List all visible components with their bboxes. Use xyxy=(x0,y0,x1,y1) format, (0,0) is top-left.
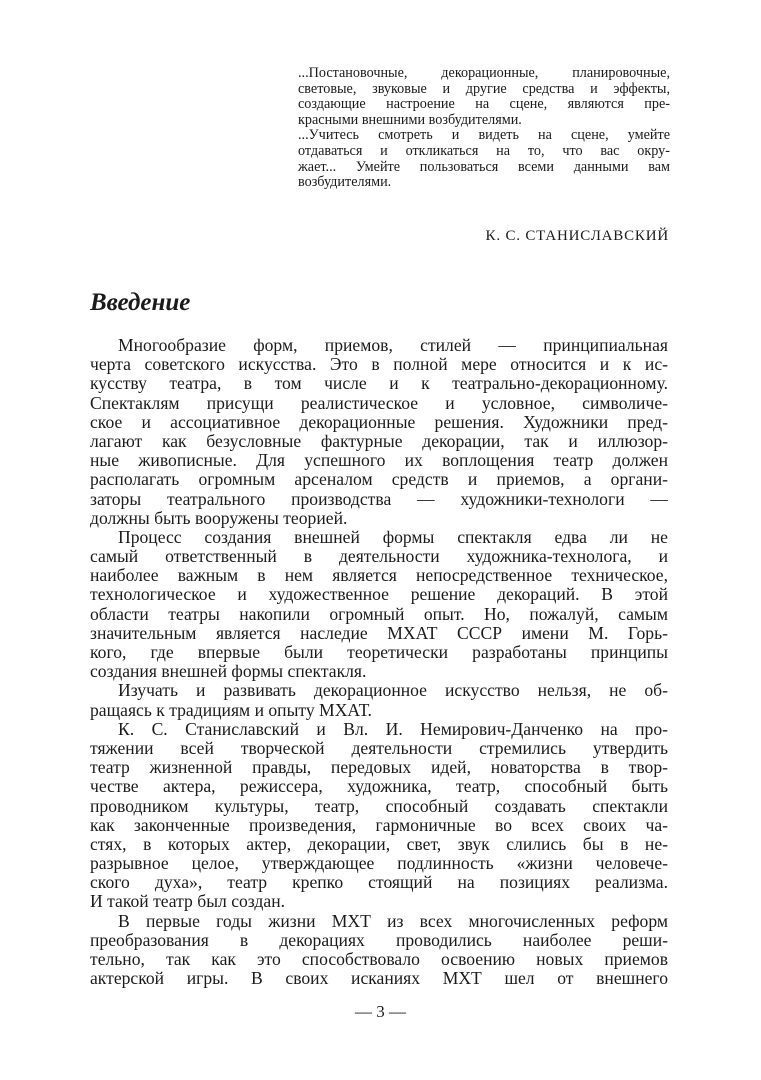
epigraph-line: отдаваться и откликаться на то, что вас окру- xyxy=(298,142,670,159)
text-line: актерской игры. В своих исканиях МХТ шел от внешнего xyxy=(90,968,668,989)
text-line: наиболее важным в нем является непосредственное техническое, xyxy=(90,565,668,586)
text-line: значительным является наследие МХАТ СССР имени М. Горь- xyxy=(90,622,668,643)
text-line: Спектаклям присущи реалистическое и условное, символиче- xyxy=(90,392,668,413)
epigraph-line: жает... Умейте пользоваться всеми данными вам xyxy=(298,158,670,175)
text-line: преобразования в декорациях проводились наиболее реши- xyxy=(90,929,668,950)
epigraph xyxy=(298,66,670,191)
text-line: области театры накопили огромный опыт. Но, пожалуй, самым xyxy=(90,603,668,624)
section-heading: Введение xyxy=(90,289,191,316)
text-line: располагать огромным арсеналом средств и приемов, а органи- xyxy=(90,469,668,490)
body-text xyxy=(90,336,668,988)
text-line: И такой театр был создан. xyxy=(90,891,286,912)
paragraph xyxy=(90,336,668,528)
text-line: ского духа», театр крепко стоящий на позициях реализма. xyxy=(90,872,668,893)
epigraph-line: красными внешними возбудителями. xyxy=(298,111,522,128)
text-line: технологическое и художественное решение декораций. В этой xyxy=(90,584,668,605)
page-number: — 3 — xyxy=(355,1002,406,1021)
text-line: проводником культуры, театр, способный создавать спектакли xyxy=(90,795,668,816)
text-line: тельно, так как это способствовало освоению новых приемов xyxy=(90,949,668,969)
paragraph xyxy=(90,912,668,989)
epigraph-author: К. С. СТАНИСЛАВСКИЙ xyxy=(485,228,669,244)
text-line: честве актера, режиссера, художника, театр, способный быть xyxy=(90,776,668,797)
text-line: создания внешней формы спектакля. xyxy=(90,661,367,682)
text-line: театр жизненной правды, передовых идей, новаторства в твор- xyxy=(90,757,668,778)
paragraph xyxy=(90,528,668,682)
epigraph-line: возбудителями. xyxy=(298,174,392,191)
text-line: черта советского искусства. Это в полной мере относится и к ис- xyxy=(90,354,668,375)
text-line: В первые годы жизни МХТ из всех многочисленных реформ xyxy=(118,910,668,931)
text-line: стях, в которых актер, декорации, свет, звук слились бы в не- xyxy=(90,833,668,854)
epigraph-line: создающие настроение на сцене, являются пре- xyxy=(298,96,670,113)
epigraph-line: ...Учитесь смотреть и видеть на сцене, умейте xyxy=(298,127,670,144)
paragraph xyxy=(90,720,668,912)
text-line: Изучать и развивать декорационное искусство нельзя, не об- xyxy=(118,680,668,701)
text-line: ское и ассоциативное декорационные решения. Художники пред- xyxy=(90,411,668,432)
text-line: лагают как безусловные фактурные декорации, так и иллюзор- xyxy=(90,430,668,451)
text-line: ные живописные. Для успешного их воплощения театр должен xyxy=(90,450,668,471)
text-line: кого, где впервые были теоретически разработаны принципы xyxy=(90,642,668,662)
text-line: самый ответственный в деятельности художника-технолога, и xyxy=(90,546,668,567)
text-line: заторы театрального производства — художники-технологи — xyxy=(90,488,668,509)
text-line: ращаясь к традициям и опыту МХАТ. xyxy=(90,699,372,720)
text-line: кусству театра, в том числе и к театрально-декорационному. xyxy=(90,373,668,394)
text-line: как законченные произведения, гармоничные во всех своих ча- xyxy=(90,814,668,835)
paragraph xyxy=(90,681,668,719)
text-line: тяжении всей творческой деятельности стремились утвердить xyxy=(90,737,668,758)
epigraph-line: ...Постановочные, декорационные, планировочные, xyxy=(298,65,670,81)
text-line: К. С. Станиславский и Вл. И. Немирович-Данченко на про- xyxy=(118,718,668,739)
text-line: Процесс создания внешней формы спектакля едва ли не xyxy=(118,526,668,547)
text-line: Многообразие форм, приемов, стилей — принципиальная xyxy=(118,335,668,355)
text-line: должны быть вооружены теорией. xyxy=(90,507,348,528)
text-line: разрывное целое, утверждающее подлинность «жизни человече- xyxy=(90,853,668,874)
epigraph-line: световые, звуковые и другие средства и эффекты, xyxy=(298,80,670,97)
